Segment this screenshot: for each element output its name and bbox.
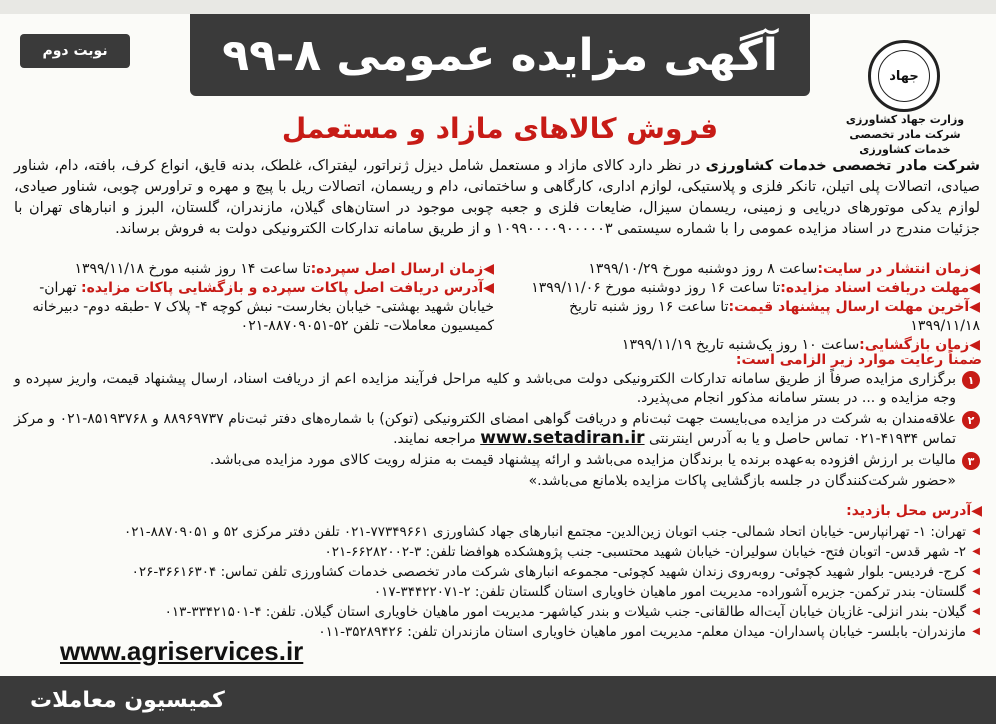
company-line: شرکت مادر تخصصی خدمات کشاورزی — [849, 128, 961, 156]
schedule-value: تهران- خیابان شهید بهشتی- خیابان بخارست- نبش کوچه ۴- پلاک ۷ -طبقه دوم- دبیرخانه کمیسیون معاملات- تلفن ۵۲-۸۸۷۰۹۰۵۱-۰۲۱ — [32, 280, 494, 334]
item-text: علاقه‌مندان به شرکت در مزایده می‌بایست جهت ثبت‌نام و دریافت گواهی امضای الکترونیکی (توکن) با شماره‌های دفتر ثبت‌نام ۸۸۹۶۹۷۳۷ و ۸۵۱۹۳۷۶۸-۰۲۱ و مرکز تماس ۴۱۹۳۴-۰۲۱ تماس حاصل و یا به آدرس اینترنتی — [14, 411, 957, 447]
pointer-icon: ◀ — [969, 261, 980, 277]
website-link[interactable]: www.agriservices.ir — [60, 636, 304, 666]
logo-text: جهاد — [878, 50, 930, 102]
pointer-icon: ◀ — [483, 280, 494, 296]
schedule-left — [14, 260, 494, 336]
schedule-label: مهلت دریافت اسناد مزایده: — [780, 280, 970, 296]
jahad-logo-icon — [868, 40, 940, 112]
intro-paragraph — [14, 156, 980, 240]
logo-block — [830, 40, 980, 156]
pointer-icon: ◀ — [969, 280, 980, 296]
pointer-icon: ◀ — [969, 299, 980, 315]
item-text: «حضور شرکت‌کنندگان در جلسه بازگشایی پاکات مزایده بلامانع می‌باشد.» — [528, 473, 956, 489]
pointer-icon: ◀ — [971, 503, 982, 519]
schedule-value: ساعت ۱۰ روز یک‌شنبه تاریخ ۱۳۹۹/۱۱/۱۹ — [621, 337, 860, 353]
schedule-label: آخرین مهلت ارسال پیشنهاد قیمت: — [728, 299, 970, 315]
page-title: آگهی مزایده عمومی ۸-۹۹ — [222, 29, 778, 81]
schedule-row — [14, 279, 494, 336]
schedule-value: ساعت ۸ روز دوشنبه مورخ ۱۳۹۹/۱۰/۲۹ — [588, 261, 818, 277]
schedule-row — [500, 279, 980, 298]
pointer-icon: ◀ — [483, 261, 494, 277]
address-item: ◀ تهران: ۱- تهرانپارس- خیابان اتحاد شمالی- جنب اتوبان زین‌الدین- مجتمع انبارهای جهاد کشاورزی ۷۷۳۴۹۶۶۱-۰۲۱ تلفن دفتر مرکزی ۵۲ و ۸۸۷۰۹۰۵۱-۰۲۱ — [14, 522, 980, 542]
schedule-row — [500, 260, 980, 279]
item-number: ۳ — [962, 452, 980, 470]
requirements-list — [14, 370, 980, 493]
address-item: ◀ ۲- شهر قدس- اتوبان فتح- خیابان سولیران- خیابان شهید محتسبی- جنب پژوهشکده هوافضا تلفن: ۳-۶۶۲۸۲۰۰۲-۰۲۱ — [14, 542, 980, 562]
item-number: ۲ — [962, 411, 980, 429]
item-number: ۱ — [962, 371, 980, 389]
address-item: ◀ مازندران- بابلسر- خیابان پاسداران- میدان معلم- مدیریت امور ماهیان خاویاری استان مازندران تلفن: ۳۵۲۸۹۴۲۶-۰۱۱ — [14, 622, 980, 642]
schedule-label: زمان ارسال اصل سپرده: — [310, 261, 484, 277]
schedule-label: زمان انتشار در سایت: — [817, 261, 970, 277]
ministry-line: وزارت جهاد کشاورزی — [845, 113, 965, 126]
intro-text: در نظر دارد کالای مازاد و مستعمل شامل دیزل ژنراتور، لیفتراک، غلطک، بدنه قایق، انواع کرف، بافته، دام، شناور صیادی، اتصالات پلی اتیلن، تانکر فلزی و پلاستیکی، لوازم اداری، کارگاهی و ساختمانی، دام و ریسمان، اتصالات ریل با پیچ و مهره و تراورس چوبی، شناور صیادی، لوازم یدکی موتورهای دریایی و زمینی، ریسمان سیزال، ضایعات فلزی و جعبه چوبی موجود در استان‌های گیلان، مازندران، گلستان، البرز و انبارهای تهران با جزئیات مندرج در اسناد مزایده عمومی را با شماره سیستمی ۱۰۹۹۰۰۰۰۹۰۰۰۰۰۳ و از طریق سامانه تدارکات الکترونیکی دولت به فروش برساند. — [14, 158, 980, 237]
schedule-value: تا ساعت ۱۶ روز شنبه تاریخ ۱۳۹۹/۱۱/۱۸ — [569, 299, 980, 334]
footer-text: کمیسیون معاملات — [30, 687, 225, 713]
notice-heading: ضمناً رعایت موارد زیر الزامی است: — [735, 352, 982, 368]
address-item: ◀ گلستان- بندر ترکمن- جزیره آشوراده- مدیریت امور ماهیان خاویاری استان گلستان تلفن: ۲-۳۴۴۲۲۰۷۱-۰۱۷ — [14, 582, 980, 602]
address-item: ◀ گیلان- بندر انزلی- غازیان خیابان آیت‌اله طالقانی- جنب شیلات و بندر کیاشهر- مدیریت امور ماهیان خاویاری استان گیلان. تلفن: ۴-۳۳۴۲۱۵۰۱-۰۱۳ — [14, 602, 980, 622]
round-badge: نوبت دوم — [20, 34, 130, 68]
addresses-heading-text: آدرس محل بازدید: — [846, 503, 972, 519]
schedule-row — [14, 260, 494, 279]
subtitle: فروش کالاهای مازاد و مستعمل — [281, 112, 719, 145]
list-item — [14, 370, 980, 408]
item-text: برگزاری مزایده صرفاً از طریق سامانه تدارکات الکترونیکی دولت می‌باشد و کلیه مراحل فرآیند مزایده اعم از دریافت اسناد، ارسال پیشنهاد قیمت، واریز سپرده و وجه مزایده و ... در بستر سامانه مذکور انجام می‌پذیرد. — [14, 371, 956, 406]
item-tail: مراجعه نمایند. — [393, 431, 476, 447]
schedule-value: تا ساعت ۱۶ روز دوشنبه مورخ ۱۳۹۹/۱۱/۰۶ — [531, 280, 781, 296]
top-strip — [0, 0, 996, 14]
schedule-label: آدرس دریافت اصل پاکات سپرده و بازگشایی پاکات مزایده: — [80, 280, 484, 296]
ministry-name — [830, 112, 980, 157]
item-text: مالیات بر ارزش افزوده به‌عهده برنده یا برندگان مزایده می‌باشد و ارائه پیشنهاد قیمت به منزله رویت کالای مورد مزایده می‌باشد. — [209, 452, 956, 468]
pointer-icon: ◀ — [969, 337, 980, 353]
address-item: ◀ کرج- فردیس- بلوار شهید کچوئی- روبه‌روی زندان شهید کچوئی- مجموعه انبارهای شرکت مادر تخصصی خدمات کشاورزی تلفن تماس: ۳۶۶۱۶۳۰۴-۰۲۶ — [14, 562, 980, 582]
company-name: شرکت مادر تخصصی خدمات کشاورزی — [705, 158, 980, 174]
schedule-right — [500, 260, 980, 355]
schedule-block — [14, 260, 980, 358]
setadiran-link[interactable]: www.setadiran.ir — [480, 428, 645, 448]
list-item — [14, 410, 980, 449]
schedule-row — [500, 298, 980, 336]
addresses-list — [14, 522, 980, 642]
schedule-value: تا ساعت ۱۴ روز شنبه مورخ ۱۳۹۹/۱۱/۱۸ — [74, 261, 311, 277]
list-item — [14, 472, 980, 491]
schedule-label: زمان بازگشایی: — [859, 337, 970, 353]
list-item — [14, 451, 980, 470]
addresses-heading — [846, 503, 982, 519]
